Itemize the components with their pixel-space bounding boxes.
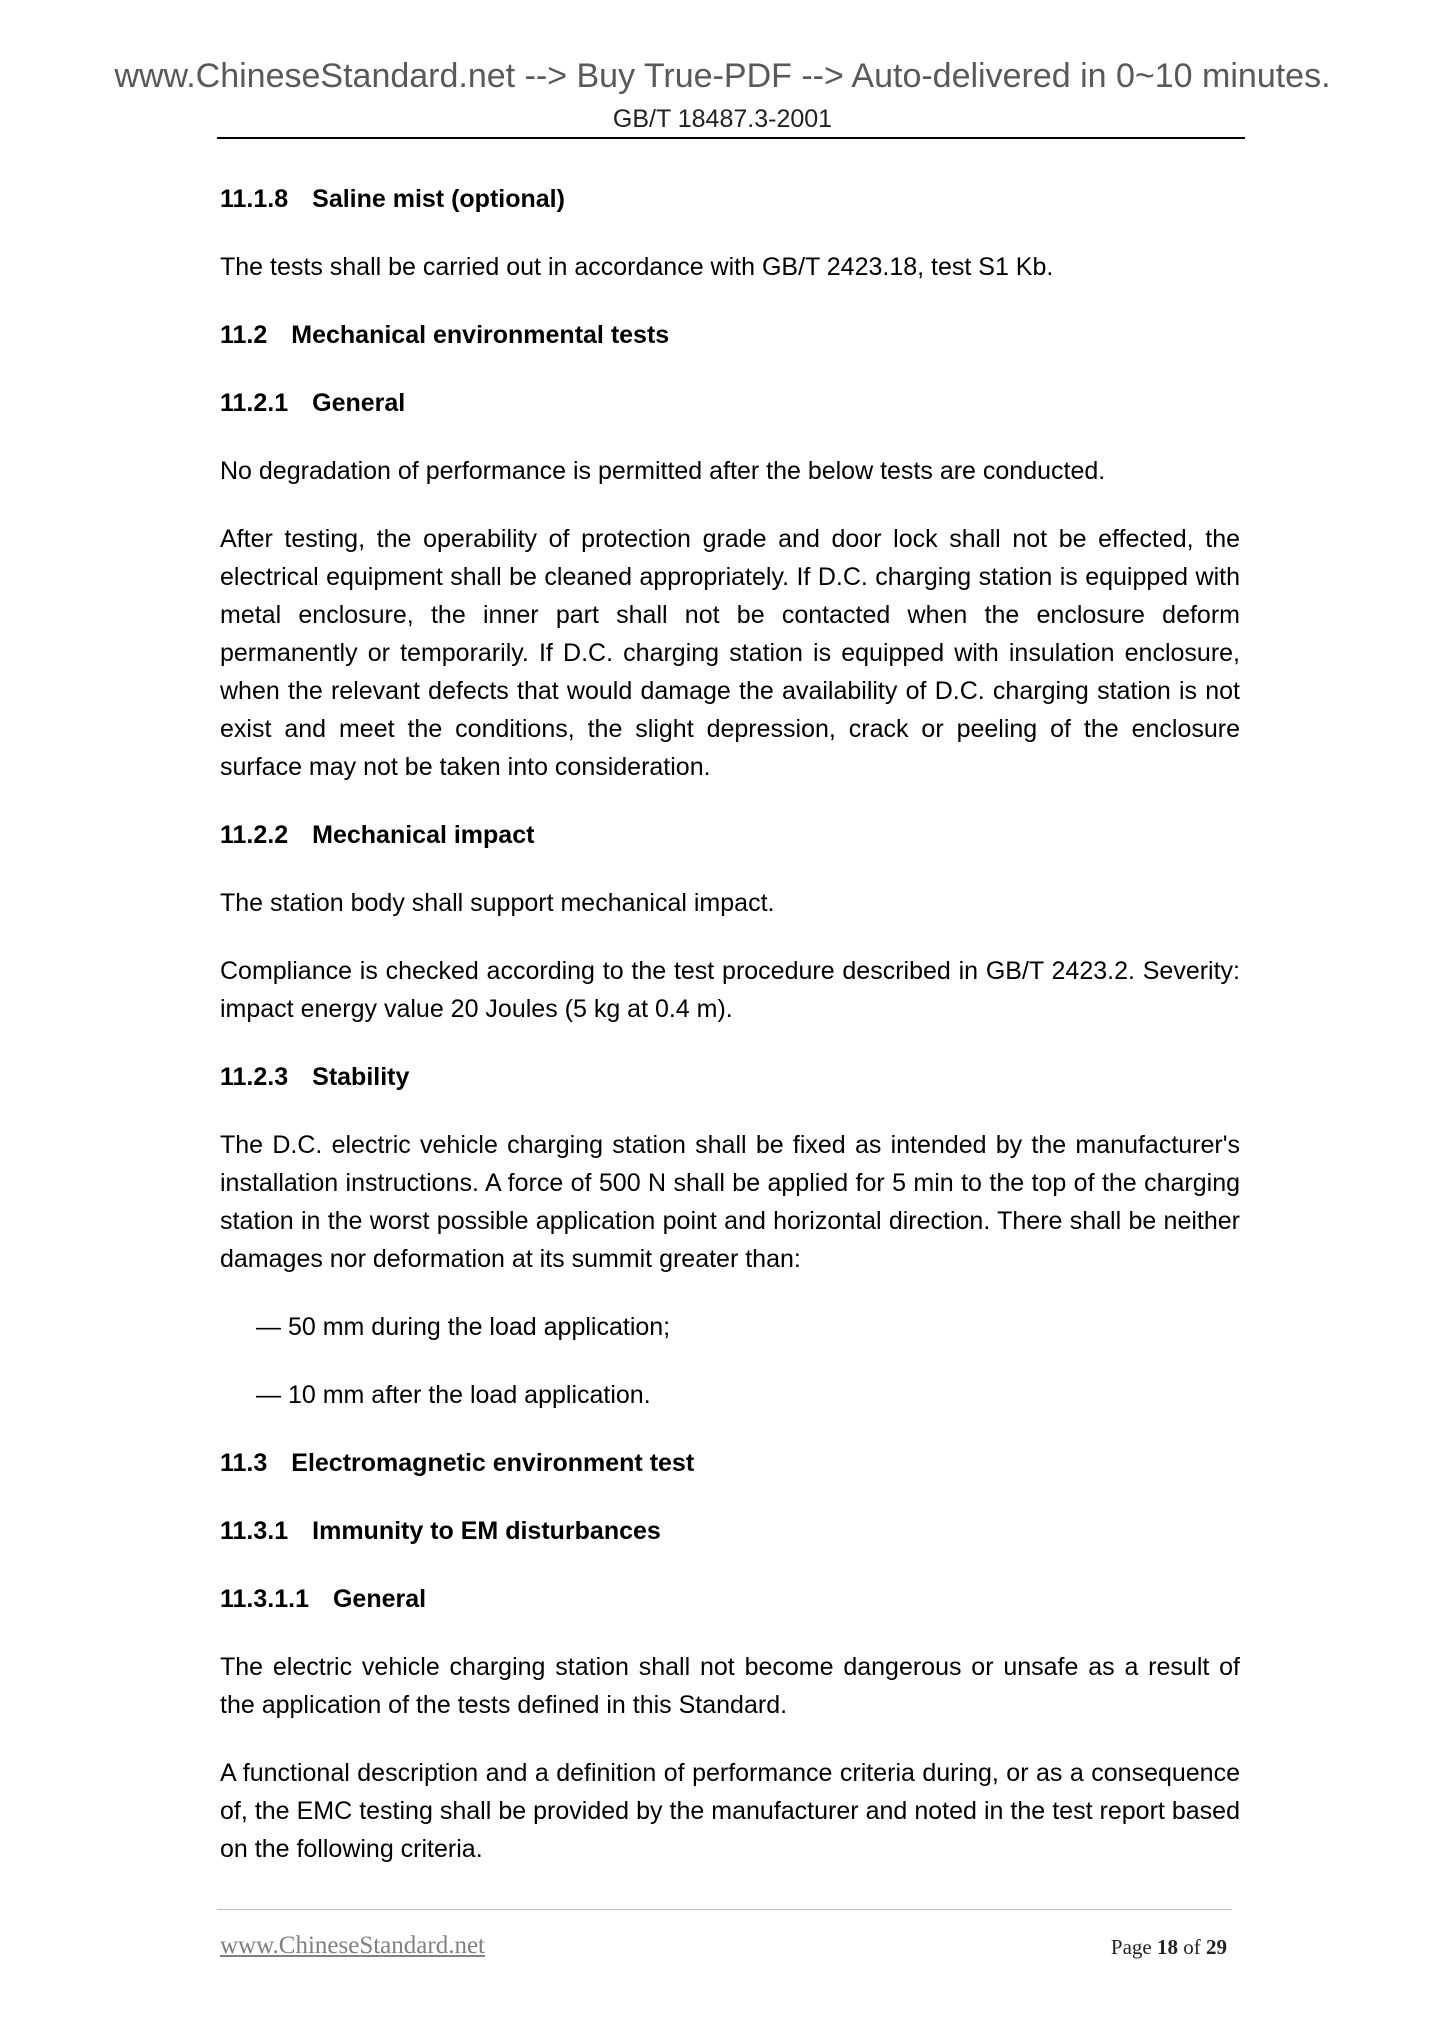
section-number: 11.3.1 xyxy=(220,1517,289,1545)
paragraph-stability: The D.C. electric vehicle charging station shall be fixed as intended by the manufacturer's installation instructions. A force of 500 N shall be applied for 5 min to the top of the charging station in the worst possible application point and horizontal direction. There shall be neither damages nor deformation at its summit greater than: xyxy=(220,1131,1240,1273)
paragraph-no-degradation: No degradation of performance is permitted after the below tests are conducted. xyxy=(220,457,1106,485)
section-heading-11-2 xyxy=(220,316,1240,354)
section-heading-11-3 xyxy=(220,1444,1240,1482)
section-number: 11.2.1 xyxy=(220,389,289,417)
section-title: Electromagnetic environment test xyxy=(291,1449,695,1477)
page-current: 18 xyxy=(1157,1935,1178,1959)
section-title: General xyxy=(332,1585,427,1613)
section-heading-11-3-1-1 xyxy=(220,1580,1240,1618)
page-total: 29 xyxy=(1206,1935,1227,1959)
page-of: of xyxy=(1178,1935,1206,1959)
section-title: General xyxy=(312,389,406,417)
section-number: 11.2.2 xyxy=(220,821,289,849)
section-heading-11-2-1 xyxy=(220,384,1240,422)
paragraph-compliance: Compliance is checked according to the test procedure described in GB/T 2423.2. Severity: impact energy value 20 Joules (5 kg at 0.4 m). xyxy=(220,957,1240,1023)
section-heading-11-3-1 xyxy=(220,1512,1240,1550)
document-body xyxy=(220,180,1240,1898)
page-prefix: Page xyxy=(1110,1935,1157,1959)
section-title: Mechanical impact xyxy=(312,821,535,849)
section-heading-11-2-3 xyxy=(220,1058,1240,1096)
paragraph-not-dangerous: The electric vehicle charging station shall not become dangerous or unsafe as a result of the application of the tests defined in this Standard. xyxy=(220,1653,1240,1719)
section-title: Saline mist (optional) xyxy=(312,185,565,213)
section-heading-11-1-8 xyxy=(220,180,1240,218)
paragraph-functional-description: A functional description and a definition of performance criteria during, or as a consequence of, the EMC testing shall be provided by the manufacturer and noted in the test report based on the following criteria. xyxy=(220,1759,1240,1863)
section-title: Immunity to EM disturbances xyxy=(312,1517,661,1545)
page-number xyxy=(1111,1935,1227,1960)
section-number: 11.2.3 xyxy=(220,1063,289,1091)
header-divider xyxy=(217,137,1245,139)
section-number: 11.1.8 xyxy=(220,185,289,213)
section-title: Mechanical environmental tests xyxy=(291,321,670,349)
paragraph-saline-mist: The tests shall be carried out in accordance with GB/T 2423.18, test S1 Kb. xyxy=(220,253,1054,281)
footer-divider xyxy=(217,1909,1232,1910)
header-banner: www.ChineseStandard.net --> Buy True-PDF --> Auto-delivered in 0~10 minutes. xyxy=(114,57,1331,95)
section-number: 11.3.1.1 xyxy=(220,1585,309,1613)
section-number: 11.3 xyxy=(220,1449,268,1477)
list-item: — 10 mm after the load application. xyxy=(256,1381,651,1409)
document-id: GB/T 18487.3-2001 xyxy=(612,105,833,133)
list-item: — 50 mm during the load application; xyxy=(256,1313,671,1341)
section-title: Stability xyxy=(312,1063,410,1091)
section-number: 11.2 xyxy=(220,321,268,349)
footer-website-link[interactable]: www.ChineseStandard.net xyxy=(220,1932,485,1959)
paragraph-station-body: The station body shall support mechanical impact. xyxy=(220,889,775,917)
paragraph-after-testing: After testing, the operability of protection grade and door lock shall not be effected, the electrical equipment shall be cleaned appropriately. If D.C. charging station is equipped with metal enclosure, the inner part shall not be contacted when the enclosure deform permanently or temporarily. If D.C. charging station is equipped with insulation enclosure, when the relevant defects that would damage the availability of D.C. charging station is not exist and meet the conditions, the slight depression, crack or peeling of the enclosure surface may not be taken into consideration. xyxy=(220,525,1240,781)
section-heading-11-2-2 xyxy=(220,816,1240,854)
